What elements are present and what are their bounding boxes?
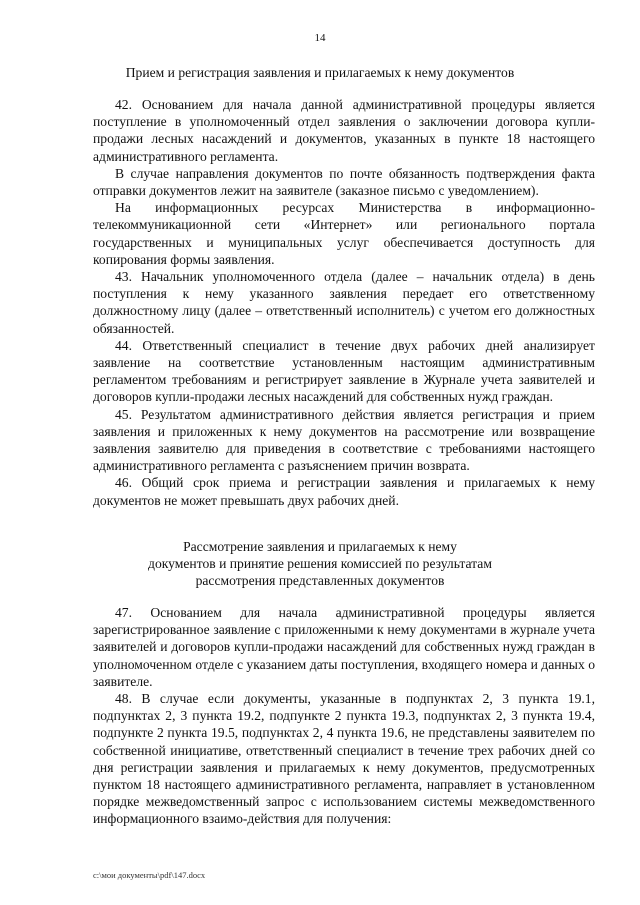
section-heading-review — [0, 538, 640, 590]
section-heading-review-line-3: рассмотрения представленных документов — [195, 573, 445, 589]
paragraph-46: 46. Общий срок приема и регистрации заявления и прилагаемых к нему документов не может превышать двух рабочих дней. — [93, 475, 595, 508]
paragraph-43: 43. Начальник уполномоченного отдела (далее – начальник отдела) в день поступления к нему указанного заявления передает его ответственному должностному лицу (далее – ответственный исполнитель) с учетом его должностных обязанностей. — [93, 269, 595, 336]
paragraph-42: 42. Основанием для начала данной административной процедуры является поступление в уполномоченный отдел заявления о заключении договора купли-продажи лесных насаждений и документов, указанных в пункте 18 настоящего административного регламента. — [93, 97, 595, 164]
page-number: 14 — [314, 32, 326, 44]
paragraph-internet: На информационных ресурсах Министерства в информационно-телекоммуникационной сети «Интернет» или регионального портала государственных и муниципальных услуг обеспечивается доступность для копирования формы заявления. — [93, 200, 595, 267]
file-path-footer: c:\мои документы\pdf\147.docx — [93, 870, 206, 880]
section-heading-review-line-1: Рассмотрение заявления и прилагаемых к нему — [183, 539, 457, 554]
paragraph-47: 47. Основанием для начала административной процедуры является зарегистрированное заявление с приложенными к нему документами в журнале учета заявителей и договоров купли-продажи насаждений для собственных нужд граждан в уполномоченном отделе с указанием даты поступления, входящего номера и данных о заявителе. — [93, 605, 595, 689]
section-body-review — [93, 604, 595, 828]
section-heading-review-line-2: документов и принятие решения комиссией по результатам — [148, 556, 492, 572]
paragraph-48: 48. В случае если документы, указанные в подпунктах 2, 3 пункта 19.1, подпунктах 2, 3 пункта 19.2, подпункте 2 пункта 19.3, подпунктах 2, 3 пункта 19.4, подпункте 2 пункта 19.5, подпунктах 2, 4 пункта 19.6, не представлены заявителем по собственной инициативе, ответственный специалист в течение трех рабочих дней со дня регистрации заявления и прилагаемых к нему документов, предусмотренных пунктом 18 настоящего административного регламента, направляет в установленном порядке межведомственный запрос с использованием системы межведомственного информационного взаимо-действия для получения: — [93, 691, 595, 827]
paragraph-44: 44. Ответственный специалист в течение двух рабочих дней анализирует заявление на соответствие установленным настоящим административным регламентом требованиям и регистрирует заявление в Журнале учета заявителей и договоров купли-продажи лесных насаждений для собственных нужд граждан. — [93, 337, 595, 405]
paragraph-45: 45. Результатом административного действия является регистрация и прием заявления и приложенных к нему документов на рассмотрение или возвращение заявления заявителю для приведения в соответствие с требованиями настоящего административного регламента с разъяснением причин возврата. — [93, 406, 595, 474]
paragraph-mail: В случае направления документов по почте обязанность подтверждения факта отправки документов лежит на заявителе (заказное письмо с уведомлением). — [93, 165, 595, 199]
section-body-reception — [93, 96, 595, 509]
section-heading-reception: Прием и регистрация заявления и прилагаемых к нему документов — [125, 65, 515, 80]
